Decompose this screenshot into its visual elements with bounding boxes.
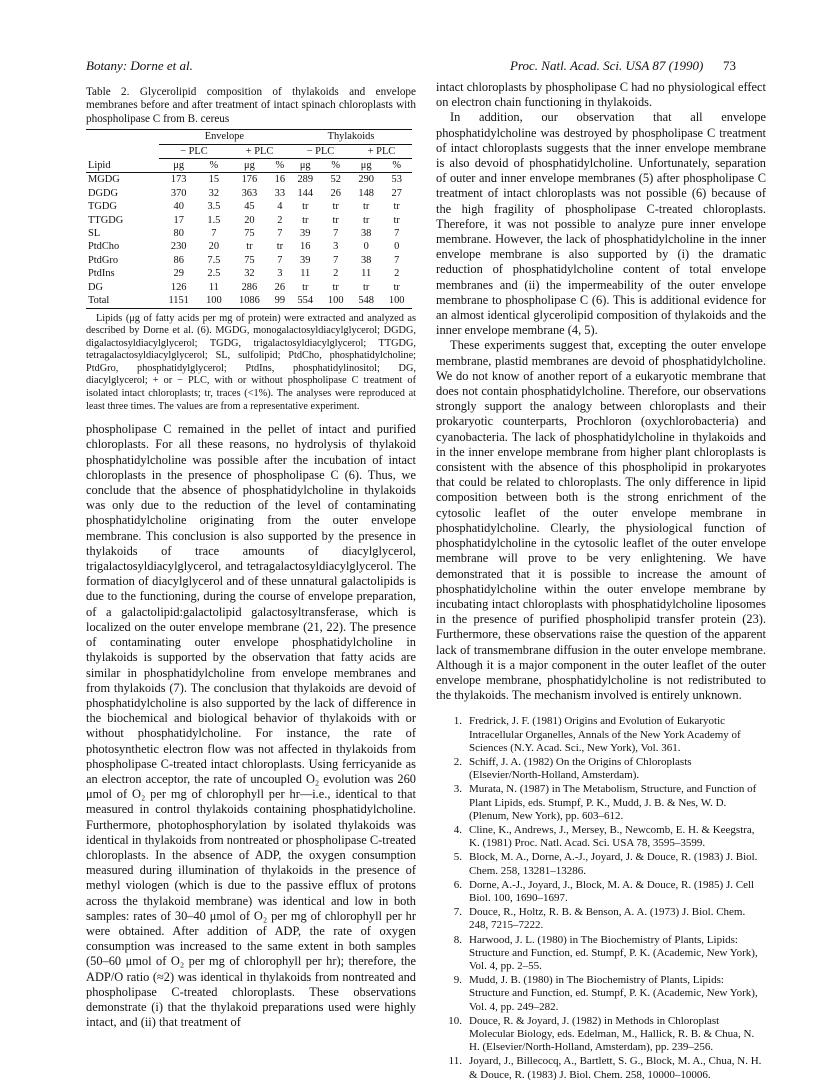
reference-text: Dorne, A.-J., Joyard, J., Block, M. A. & Douce, R. (1985) J. Cell Biol. 100, 1690–1697. [469,878,755,904]
value-cell: 16 [300,241,311,253]
value-cell: 4 [277,201,283,213]
value-cell: 75 [244,228,255,240]
column-header: Lipid [86,159,159,173]
lipid-name-cell: TGDG [88,201,117,213]
value-cell: tr [363,201,370,213]
value-cell: 39 [300,254,311,266]
reference-item [436,756,766,782]
reference-text: Block, M. A., Dorne, A.-J., Joyard, J. & Douce, R. (1983) J. Biol. Chem. 258, 13281–13286. [469,851,758,877]
value-cell: 144 [297,187,314,199]
value-cell: 38 [360,254,372,266]
value-cell: 290 [358,174,374,186]
paragraph: phospholipase C remained in the pellet of intact and purified chloroplasts. For all these reasons, no hydrolysis of thylakoid phosphatidylcholine was possible after the incubation of intact chloroplasts in the presence of phospholipase C (6). Thus, we conclude that the absence of phosphatidylcholine in thylakoids was only due to the reduction of the level of contaminating phosphatidylcholine originating from the outer envelope membrane. This conclusion is also supported by the presence in thylakoids of trace amounts of diacylglycerol, trigalactosyldiacylglycerol, and tetragalactosyldiacylglycerol. The formation of diacylglycerol and of these unnatural galactolipids is due to the functioning, during the course of envelope preparation, of a galactolipid:galactolipid galactosyltransferase, which is localized on the outer envelope membrane (21, 22). The presence of contaminating outer envelope phosphatidylcholine in thylakoids is supported by the observation that fatty acids are similar in phosphatidylcholine from envelope membranes and from thylakoids (7). The conclusion that thylakoids are devoid of phosphatidylcholine is also supported by the lack of difference in the biochemical and biological behavior of thylakoids with or without phosphatidylcholine. For instance, the rate of photosynthetic electron flow was not affected in thylakoids from phospholipase C-treated intact chloroplasts. Using ferricyanide as an electron acceptor, the rate of uncoupled O₂ evolution was 260 μmol of O₂ per mg of chlorophyll per hr—i.e., identical to that measured in control thylakoids containing phosphatidylcholine. Furthermore, photophosphorylation by isolated thylakoids was identical in thylakoids from nontreated or phospholipase C-treated chloroplasts. In the absence of ADP, the oxygen consumption measured during illumination of thylakoids in the presence of methyl viologen (which is due to the passive efflux of protons across the thylakoid membrane) was identical and low in both samples: rates of 30–40 μmol of O₂ per mg of chlorophyll per hr were obtained. After addition of ADP, the rate of oxygen consumption was increased to the same extent in both samples (50–60 μmol of O₂ per mg of chlorophyll per hr); therefore, the ADP/O ratio (≈2) was identical in thylakoids from nontreated and phospholipase C-treated chloroplasts. These observations demonstrate (i) that the thylakoid preparations used were highly intact, and (ii) that treatment of [86,422,416,1030]
value-cell: 39 [300,228,311,240]
value-cell: tr [393,214,400,226]
column-header: % [381,159,412,173]
reference-number: 11. [448,1055,462,1068]
column-header: μg [290,159,320,173]
table-row [86,240,412,253]
reference-text: Mudd, J. B. (1980) in The Biochemistry of Plants, Lipids: Structure and Function, ed. Stumpf, P. K. (Academic, New York), Vol. 4, pp. 249–282. [469,974,758,1013]
value-cell: 11 [361,268,372,280]
reference-item [436,1055,766,1081]
value-cell: 75 [244,254,255,266]
sub-header: − PLC [290,144,351,158]
group-header-envelope: Envelope [159,130,290,144]
value-cell: tr [302,214,309,226]
value-cell: 126 [170,281,187,293]
value-cell: 148 [358,187,374,199]
value-cell: 38 [360,228,372,240]
value-cell: tr [332,281,339,293]
value-cell: 52 [330,174,341,186]
reference-number: 8. [453,933,462,946]
value-cell: 100 [199,294,229,308]
column-header: μg [351,159,381,173]
value-cell: 7 [394,254,400,266]
lipid-name-cell: PtdGro [88,254,119,266]
value-cell: 1.5 [207,214,221,226]
value-cell: 32 [244,268,255,280]
sub-header: − PLC [159,144,229,158]
table-row [86,173,412,187]
column-header-row [86,159,412,173]
table-row [86,281,412,294]
paragraph: intact chloroplasts by phospholipase C had no physiological effect on electron chain functioning in thylakoids. [436,80,766,110]
lipid-name-cell: PtdIns [88,268,115,280]
running-head-journal: Proc. Natl. Acad. Sci. USA 87 (1990) [510,58,704,73]
value-cell: 40 [173,201,184,213]
reference-number: 10. [448,1014,462,1027]
value-cell: 0 [363,241,369,253]
reference-text: Douce, R. & Joyard, J. (1982) in Methods in Chloroplast Molecular Biology, eds. Edelman, M., Hallick, R. B. & Chua, N. H. (Elsevier/North-Holland, Amsterdam), pp. 239–256. [469,1014,755,1054]
value-cell: 3 [277,268,283,280]
table-body [86,173,412,308]
reference-number: 2. [453,755,462,768]
reference-item [436,715,766,755]
reference-item [436,974,766,1014]
value-cell: 20 [244,214,255,226]
value-cell: tr [393,201,400,213]
value-cell: 80 [173,228,184,240]
value-cell: tr [393,281,400,293]
value-cell: 1151 [159,294,199,308]
sub-header: + PLC [351,144,412,158]
value-cell: 33 [274,187,286,199]
reference-number: 6. [453,878,462,891]
column-header: μg [159,159,199,173]
table-caption: Table 2. Glycerolipid composition of thylakoids and envelope membranes before and after treatment of intact spinach chloroplasts with phospholipase C from B. cereus [86,86,416,125]
reference-text: Harwood, J. L. (1980) in The Biochemistry of Plants, Lipids: Structure and Function, ed. Stumpf, P. K. (Academic, New York), Vol. 4, pp. 2–55. [469,933,758,972]
value-cell: 7 [277,228,283,240]
value-cell: 2 [394,268,400,280]
value-cell: 1086 [229,294,270,308]
left-column [86,86,416,1030]
value-cell: 7 [277,254,283,266]
page-header [86,58,736,74]
reference-number: 5. [453,851,462,864]
sub-header: + PLC [229,144,290,158]
value-cell: 27 [391,187,402,199]
lipid-name-cell: DGDG [88,187,119,199]
lipid-name-cell: PtdCho [88,241,120,253]
value-cell: 11 [300,268,311,280]
value-cell: 2 [277,214,283,226]
column-header: % [199,159,229,173]
value-cell: 370 [170,187,187,199]
value-cell: 0 [394,241,400,253]
value-cell: 176 [241,174,258,186]
reference-text: Douce, R., Holtz, R. B. & Benson, A. A. (1973) J. Biol. Chem. 248, 7215–7222. [469,906,746,932]
value-cell: 2.5 [207,268,221,280]
value-cell: 16 [274,174,286,186]
right-column [436,80,766,1083]
value-cell: 548 [351,294,381,308]
group-header-thylakoids: Thylakoids [290,130,412,144]
value-cell: 26 [330,187,341,199]
value-cell: 554 [290,294,320,308]
value-cell: 7.5 [207,254,221,266]
column-header: % [320,159,350,173]
value-cell: 45 [244,201,255,213]
value-cell: 230 [170,241,187,253]
value-cell: tr [302,201,309,213]
table-row [86,267,412,280]
table-footnote: Lipids (μg of fatty acids per mg of protein) were extracted and analyzed as described by Dorne et al. (6). MGDG, monogalactosyldiacylglycerol; DGDG, digalactosyldiacylglycerol; TGDG, trigalactosyldiacylglycerol; TTGDG, tetragalactosyldiacylglycerol; SL, sulfolipid; PtdCho, phosphatidylcholine; PtdGro, phosphatidylglycerol; PtdIns, phosphatidylinositol; DG, diacylglycerol; + or − PLC, with or without phospholipase C treatment of isolated intact chloroplasts; tr, traces (<1%). The analyses were reproduced at least three times. The values are from a representative experiment. [86,312,416,412]
lipid-name-cell: TTGDG [88,214,124,226]
lipid-composition-table [86,129,412,308]
lipid-name-cell: MGDG [88,174,120,186]
table-row [86,227,412,240]
value-cell: tr [276,241,284,253]
value-cell: 7 [211,228,217,240]
value-cell: 29 [173,268,184,280]
value-cell: 15 [208,174,220,186]
reference-list [436,715,766,1081]
reference-text: Murata, N. (1987) in The Metabolism, Structure, and Function of Plant Lipids, eds. Stumpf, P. K., Mudd, J. B. & Nes, W. D. (Plenum, New York), pp. 603–612. [469,783,757,822]
value-cell: 86 [173,254,184,266]
running-head-authors: Botany: Dorne et al. [86,58,193,73]
left-body-text [86,422,416,1030]
value-cell: 3.5 [207,201,221,213]
value-cell: 289 [297,174,314,186]
reference-item [436,851,766,877]
reference-item [436,934,766,974]
reference-number: 7. [453,906,462,919]
lipid-name-cell: Total [86,294,159,308]
reference-text: Joyard, J., Billecocq, A., Bartlett, S. G., Block, M. A., Chua, N. H. & Douce, R. (1983) J. Biol. Chem. 258, 10000–10006. [469,1055,762,1081]
value-cell: tr [332,214,339,226]
reference-number: 1. [453,715,462,728]
table-row [86,294,412,308]
value-cell: 2 [333,268,339,280]
reference-item [436,1015,766,1055]
value-cell: tr [302,281,309,293]
reference-item [436,783,766,823]
value-cell: 99 [270,294,290,308]
value-cell: 100 [320,294,350,308]
value-cell: 7 [394,228,400,240]
reference-number: 3. [453,783,462,796]
column-header: % [270,159,290,173]
lipid-name-cell: DG [88,281,104,293]
table-corner [86,130,159,144]
value-cell: 53 [391,174,402,186]
value-cell: 26 [274,281,286,293]
reference-item [436,879,766,905]
value-cell: tr [246,241,253,253]
reference-item [436,906,766,932]
page-number: 73 [723,58,736,73]
lipid-name-cell: SL [88,228,101,240]
value-cell: 11 [208,281,219,293]
value-cell: 20 [208,241,220,253]
value-cell: 100 [381,294,412,308]
reference-number: 4. [453,823,462,836]
value-cell: 17 [173,214,184,226]
reference-number: 9. [453,974,462,987]
value-cell: 32 [208,187,220,199]
value-cell: tr [363,281,370,293]
table-row [86,187,412,200]
table-row [86,200,412,213]
value-cell: 7 [333,254,339,266]
reference-text: Schiff, J. A. (1982) On the Origins of Chloroplasts (Elsevier/North-Holland, Amsterdam). [469,755,692,782]
reference-text: Cline, K., Andrews, J., Mersey, B., Newcomb, E. H. & Keegstra, K. (1981) Proc. Natl. Acad. Sci. USA 78, 3595–3599. [469,823,755,850]
paragraph: In addition, our observation that all envelope phosphatidylcholine was destroyed by phospholipase C treatment of intact chloroplasts suggests that the inner envelope membrane is also devoid of phosphatidylcholine. Unfortunately, separation of outer and inner envelope membranes (5) after phospholipase C treatment of intact chloroplasts was not possible (6) because of the high fragility of phospholipase C-treated chloroplasts. Therefore, it was not possible to analyze pure inner envelope membrane. However, the lack of phosphatidylcholine in the inner envelope membrane is also supported by (i) the dramatic reduction of phosphatidylcholine content of total envelope membranes and (ii) the impermeability of the outer envelope membrane to phospholipase C (6). This is additional evidence for an almost identical glycerolipid composition of thylakoids and the inner envelope membrane (4, 5). [436,110,766,338]
paragraph: These experiments suggest that, excepting the outer envelope membrane, plastid membranes are devoid of phosphatidylcholine. We do not know of another report of a eukaryotic membrane that does not contain phosphatidylcholine. Therefore, our observations strongly support the analogy between chloroplasts and their prokaryotic counterparts, Prochloron (oxychlorobacteria) and cyanobacteria. The lack of phosphatidylcholine in thylakoids and in the inner envelope membrane from higher plant chloroplasts is consistent with the absence of this phospholipid in prokaryotes that could be related to chloroplasts. The only difference in lipid composition between both is the strong enrichment of the cytosolic leaflet of the outer envelope membrane in phosphatidylcholine. Clearly, the physiological function of phosphatidylcholine in the cytosolic leaflet of the outer envelope membrane will prove to be very enlightening. We have demonstrated that it is possible to increase the amount of phosphatidylcholine within the outer envelope membrane by incubating intact chloroplasts with phosphatidylcholine liposomes in the presence of purified phospholipid transfer protein (23). Furthermore, these observations raise the question of the apparent lack of transmembrane diffusion in the outer envelope membrane. Although it is a major component in the outer leaflet of the outer envelope membrane, phosphatidylcholine is not redistributed to the thylakoids. The mechanism involved is entirely unknown. [436,338,766,703]
value-cell: 363 [241,187,258,199]
reference-text: Fredrick, J. F. (1981) Origins and Evolution of Eukaryotic Intracellular Organelles, Annals of the New York Academy of Sciences (N.Y. Acad. Sci., New York), Vol. 361. [469,715,741,754]
value-cell: 173 [170,174,187,186]
value-cell: 7 [333,228,339,240]
value-cell: 3 [333,241,339,253]
value-cell: tr [363,214,370,226]
table-row [86,254,412,267]
table-row [86,214,412,227]
value-cell: tr [332,201,339,213]
reference-item [436,824,766,850]
value-cell: 286 [241,281,258,293]
column-header: μg [229,159,270,173]
